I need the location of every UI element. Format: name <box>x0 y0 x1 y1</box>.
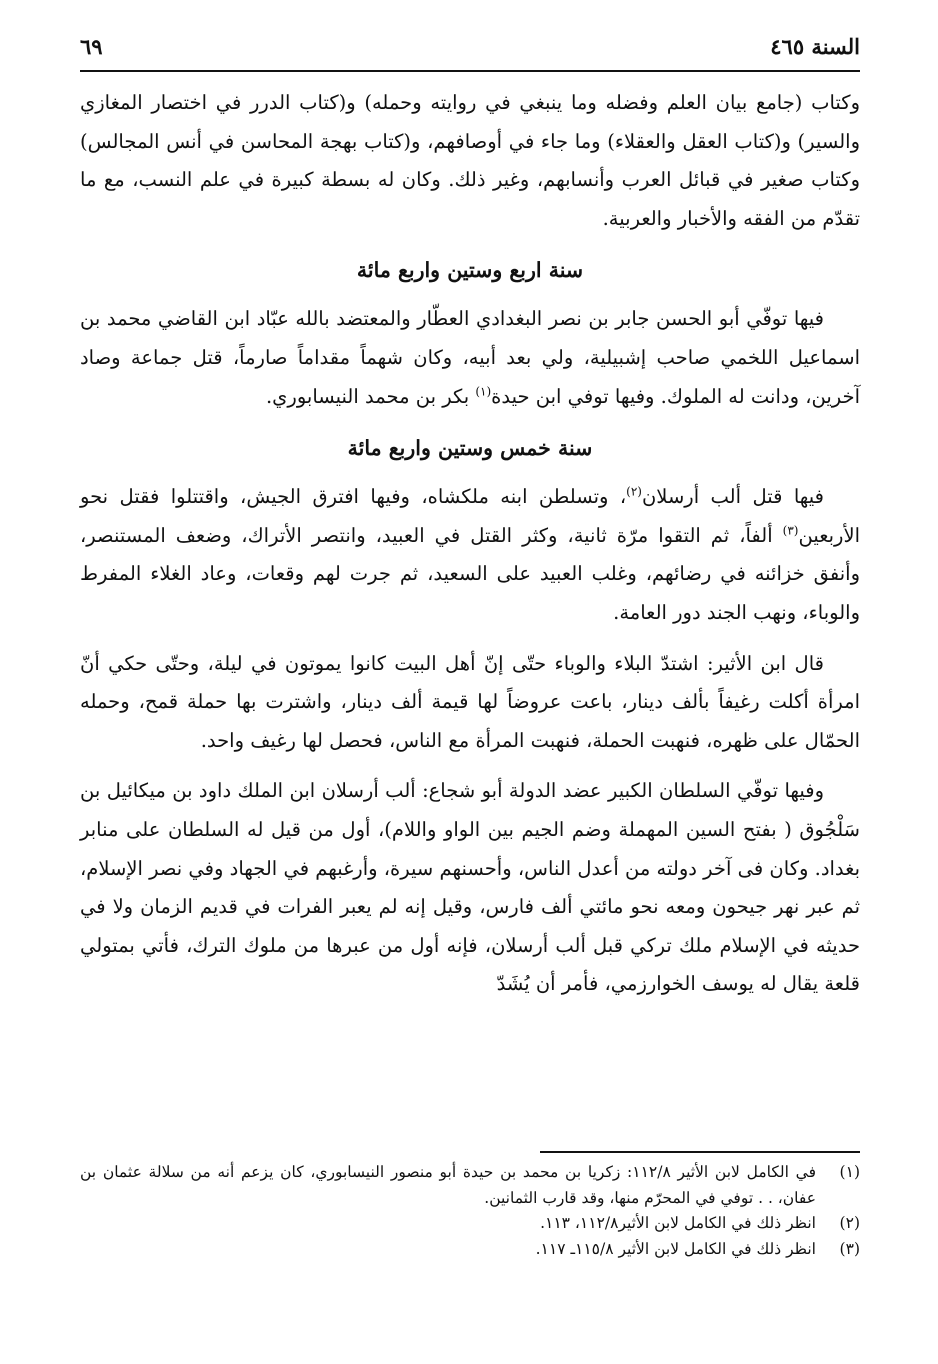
p1-text-b: ، وتسلطن ابنه ملكشاه، وفيها افترق الجيش، واقتتلوا فقتل نحو الأربعين <box>80 485 860 547</box>
page-body <box>80 84 860 1004</box>
page-header <box>80 30 860 72</box>
footnote-text: في الكامل لابن الأثير ١١٢/٨: زكريا بن محمد بن حيدة أبو منصور النيسابوري، كان يزعم أنه من سلالة عثمان بن عفان، . . توفي في المحرّم منها، وقد قارب الثمانين. <box>80 1163 816 1207</box>
p1-text-a: فيها قتل ألب أرسلان <box>641 485 824 509</box>
section-heading-465: سنة خمس وستين واربع مائة <box>347 436 593 461</box>
footnote-separator <box>540 1151 860 1153</box>
section-heading-464: سنة اربع وستين واربع مائة <box>356 258 584 283</box>
footnote-ref-3: (٣) <box>782 523 799 538</box>
p1-text-c: ألفاً، ثم التقوا مرّة ثانية، وكثر القتل في العبيد، وانتصر الأتراك، وضعف المستنصر، وأنفق خزائنه في رضائهم، وغلب العبيد على السعيد، ثم جرت لهم وقعات، وعاد الغلاء المفرط والوباء، ونهب الجند دور العامة. <box>80 523 860 624</box>
footnote-ref-2: (٢) <box>626 484 642 499</box>
section-464-text-b: بكر بن محمد النيسابوري. <box>265 384 476 408</box>
footnote-text: انظر ذلك في الكامل لابن الأثير١١٢/٨، ١١٣. <box>540 1214 816 1232</box>
section-464-paragraph <box>80 300 860 416</box>
footnote-number: (١) <box>839 1163 860 1181</box>
footnote-ref-1: (١) <box>475 384 492 399</box>
section-464-text-a: فيها توفّي أبو الحسن جابر بن نصر البغدادي العطّار والمعتضد بالله عبّاد ابن القاضي محمد بن اسماعيل اللخمي صاحب إشبيلية، ولي بعد أبيه، وكان شهماً مقداماً صارماً، قتل جماعة وصاد آخرين، ودانت له الملوك. وفيها توفي ابن حيدة <box>80 307 860 408</box>
footnote-number: (٢) <box>839 1214 860 1232</box>
footnote-1 <box>80 1160 860 1211</box>
footnote-number: (٣) <box>839 1239 860 1258</box>
section-465-paragraph-2: قال ابن الأثير: اشتدّ البلاء والوباء حتّى إنّ أهل البيت كانوا يموتون في ليلة، وحتّى حكي أنّ امرأة أكلت رغيفاً بألف دينار، باعت عروضاً لها قيمة ألف دينار، واشترت بها حملة قمح، وحمله الحمّال على ظهره، فنهبت الحملة، فنهبت المرأة مع الناس، فحصل لها رغيف واحد. <box>80 651 860 752</box>
footnotes <box>80 1160 860 1262</box>
running-title: السنة ٤٦٥ <box>770 34 860 59</box>
page-number: ٦٩ <box>80 34 103 59</box>
intro-paragraph: وكتاب (جامع بيان العلم وفضله وما ينبغي في روايته وحمله) و(كتاب الدرر في اختصار المغازي والسير) و(كتاب العقل والعقلاء) وما جاء في أوصافهم، و(كتاب بهجة المحاسن في أنس المجالس) وكتاب صغير في قبائل العرب وأنسابهم، وغير ذلك. وكان له بسطة كبيرة في علم النسب، مع ما تقدّم من الفقه والأخبار والعربية. <box>80 91 860 230</box>
footnote-3 <box>80 1237 860 1263</box>
footnote-2 <box>80 1211 860 1237</box>
section-465-paragraph-3: وفيها توفّي السلطان الكبير عضد الدولة أبو شجاع: ألب أرسلان ابن الملك داود بن ميكائيل بن سَلْجُوق ( بفتح السين المهملة وضم الجيم بين الواو واللام)، أول من قيل له السلطان على منابر بغداد. وكان فى آخر دولته من أعدل الناس، وأحسنهم سيرة، وأرغبهم في الجهاد وفي نصر الإسلام، ثم عبر نهر جيحون ومعه نحو مائتي ألف فارس، وقيل إنه لم يعبر الفرات في قديم الزمان ولا في حديثه في الإسلام ملك تركي قبل ألب أرسلان، فإنه أول من عبرها من ملوك الترك، فأتي بمتولي قلعة يقال له يوسف الخوارزمي، فأمر أن يُشَدّ <box>80 779 860 996</box>
section-465-paragraph-1 <box>80 478 860 632</box>
footnote-text: انظر ذلك في الكامل لابن الأثير ١١٥/٨ـ ١١٧. <box>535 1239 816 1258</box>
